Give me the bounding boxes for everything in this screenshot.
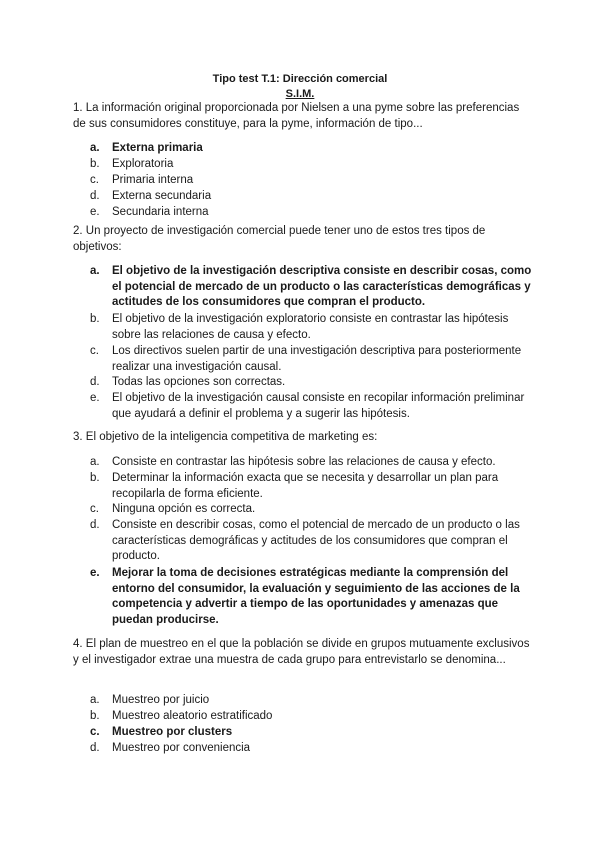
option-text: Ninguna opción es correcta.	[112, 503, 256, 515]
option-text: Todas las opciones son correctas.	[112, 376, 286, 388]
option-letter: d.	[90, 742, 100, 754]
option-letter: a.	[90, 142, 100, 154]
option-text: Primaria interna	[112, 174, 194, 186]
q2-option-b	[90, 312, 535, 343]
option-letter: b.	[90, 472, 100, 484]
question-1: 1. La información original proporcionada por Nielsen a una pyme sobre las preferencias de sus consumidores constituye, para la pyme, información de tipo...	[73, 102, 520, 130]
q3-option-e	[90, 566, 535, 628]
q1-option-b	[90, 157, 535, 173]
option-text: El objetivo de la investigación causal consiste en recopilar información preliminar que ayudará a definir el problema y a sugerir las hipótesis.	[112, 392, 525, 420]
option-letter: b.	[90, 710, 100, 722]
option-letter: a.	[90, 456, 100, 468]
option-text: Los directivos suelen partir de una investigación descriptiva para posteriormente realizar una investigación causal.	[112, 345, 522, 373]
option-letter: a.	[90, 694, 100, 706]
option-text: El objetivo de la investigación descriptiva consiste en describir cosas, como el potencial de mercado de un producto o las características demográficas y actitudes de los consumidores que compran el producto.	[112, 265, 532, 308]
option-letter: d.	[90, 519, 100, 531]
option-letter: c.	[90, 726, 100, 738]
option-text: El objetivo de la investigación exploratorio consiste en contrastar las hipótesis sobre las relaciones de causa y efecto.	[112, 313, 509, 341]
option-letter: e.	[90, 392, 100, 404]
q3-option-b	[90, 471, 535, 502]
question-4: 4. El plan de muestreo en el que la población se divide en grupos mutuamente exclusivos y el investigador extrae una muestra de cada grupo para entrevistarlo se denomina...	[73, 638, 530, 666]
q1-option-c	[90, 173, 535, 189]
q2-option-a	[90, 264, 535, 311]
option-letter: b.	[90, 313, 100, 325]
option-letter: d.	[90, 190, 100, 202]
option-text: Muestreo aleatorio estratificado	[112, 710, 273, 722]
q2-option-c	[90, 344, 535, 375]
option-text: Mejorar la toma de decisiones estratégicas mediante la comprensión del entorno del consumidor, la evaluación y seguimiento de las acciones de la competencia y advertir a tiempo de las oportunidades y amenazas que puedan producirse.	[112, 567, 520, 626]
option-text: Exploratoria	[112, 158, 174, 170]
option-text: Secundaria interna	[112, 206, 209, 218]
option-letter: c.	[90, 174, 99, 186]
q4-option-d	[90, 741, 535, 757]
q3-option-d	[90, 518, 535, 565]
option-letter: e.	[90, 567, 100, 579]
option-text: Externa primaria	[112, 142, 203, 154]
q3-option-c	[90, 502, 535, 518]
question-2: 2. Un proyecto de investigación comercial puede tener uno de estos tres tipos de objetivos:	[73, 225, 486, 253]
q4-option-a	[90, 693, 535, 709]
option-letter: c.	[90, 503, 99, 515]
option-text: Muestreo por conveniencia	[112, 742, 251, 754]
option-letter: d.	[90, 376, 100, 388]
option-letter: c.	[90, 345, 99, 357]
option-text: Externa secundaria	[112, 190, 212, 202]
document-title: Tipo test T.1: Dirección comercial	[212, 73, 388, 85]
option-letter: a.	[90, 265, 100, 277]
q4-option-c	[90, 725, 535, 741]
option-letter: e.	[90, 206, 100, 218]
q2-option-e	[90, 391, 535, 422]
option-letter: b.	[90, 158, 100, 170]
option-text: Determinar la información exacta que se necesita y desarrollar un plan para recopilarla de forma eficiente.	[112, 472, 499, 500]
q2-option-d	[90, 375, 535, 391]
option-text: Muestreo por clusters	[112, 726, 233, 738]
option-text: Consiste en describir cosas, como el potencial de mercado de un producto o las características demográficas y actitudes de los consumidores que compran el producto.	[112, 519, 520, 562]
q1-option-d	[90, 189, 535, 205]
document-subtitle: S.I.M.	[285, 88, 315, 100]
option-text: Muestreo por juicio	[112, 694, 210, 706]
q1-option-e	[90, 205, 535, 221]
q1-option-a	[90, 141, 535, 157]
question-3: 3. El objetivo de la inteligencia competitiva de marketing es:	[73, 431, 378, 443]
option-text: Consiste en contrastar las hipótesis sobre las relaciones de causa y efecto.	[112, 456, 496, 468]
q4-option-b	[90, 709, 535, 725]
q3-option-a	[90, 455, 535, 471]
